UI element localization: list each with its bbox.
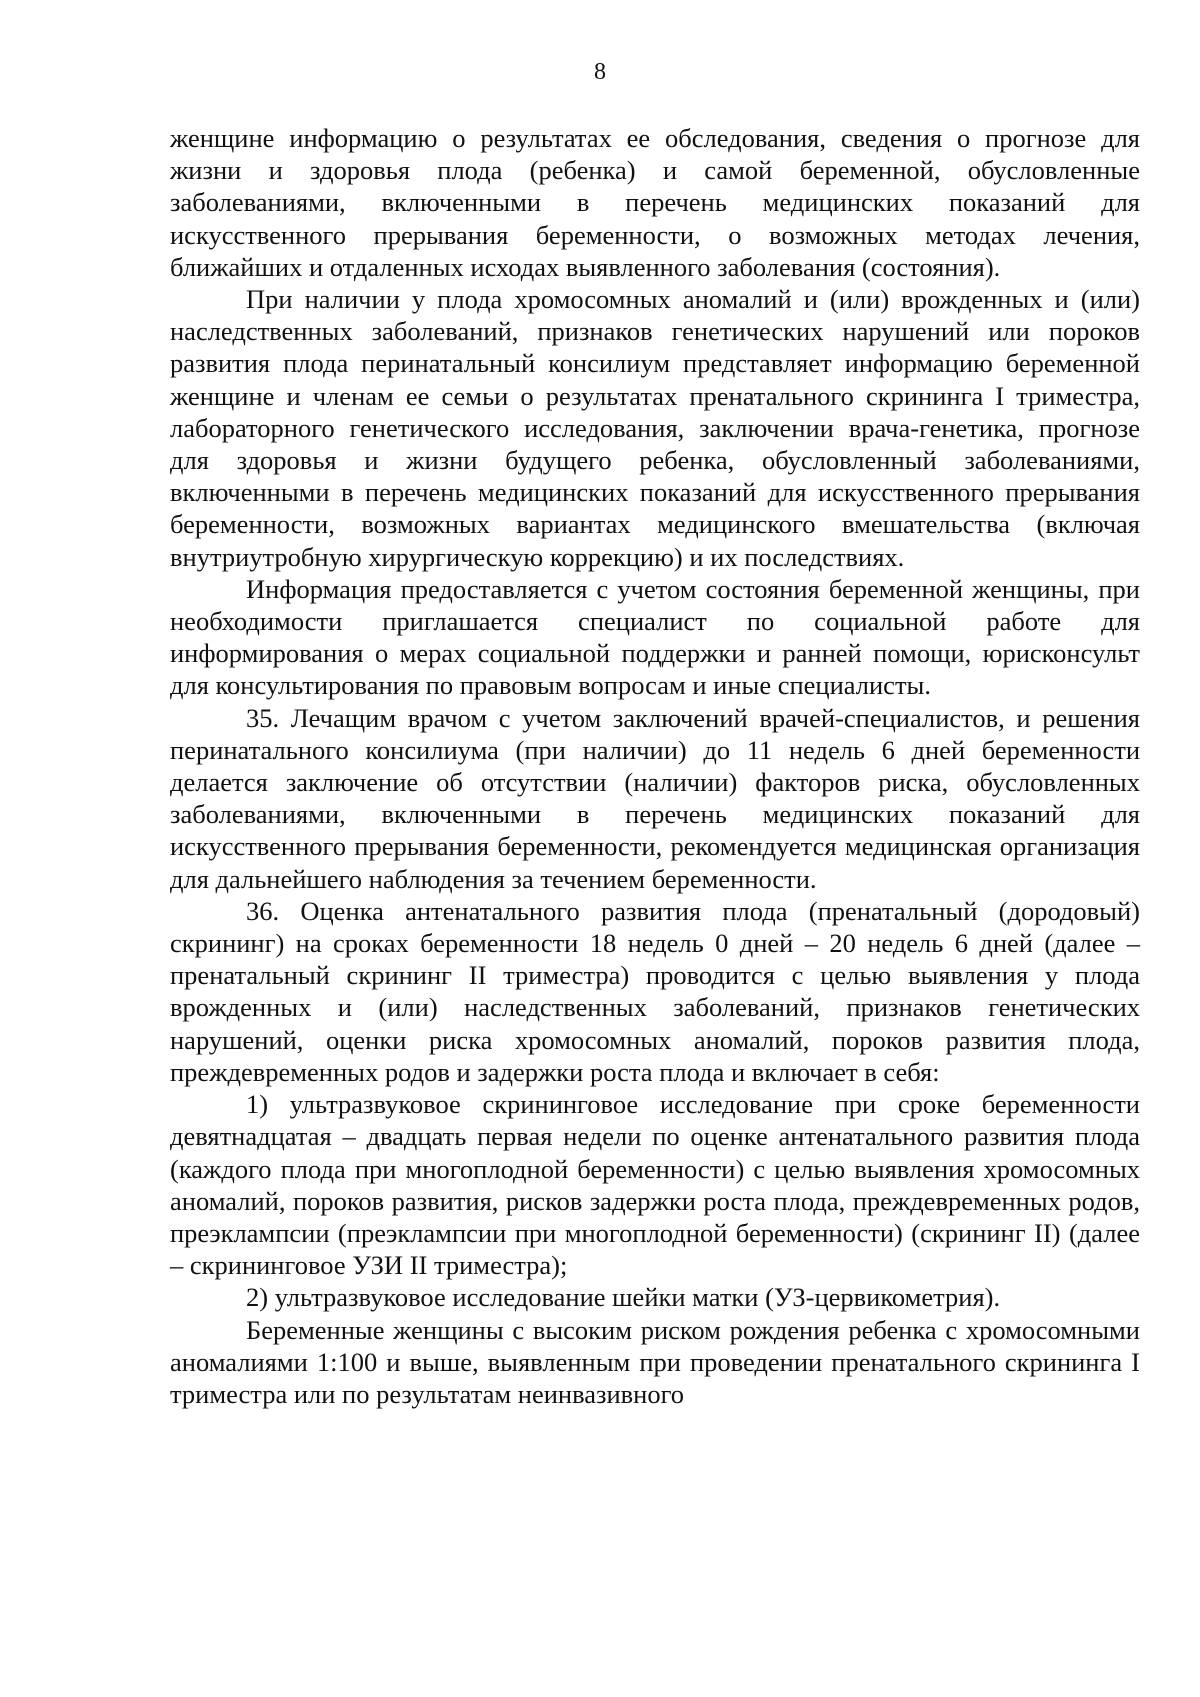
- paragraph-information-provided: Информация предоставляется с учетом состояния беременной женщины, при необходимости приглашается специалист по социальной работе для информирования о мерах социальной поддержки и ранней помощи, юрисконсульт для консультирования по правовым вопросам и иные специалисты.: [170, 573, 1140, 701]
- page-number: 8: [594, 59, 606, 85]
- document-body: [170, 122, 1140, 1410]
- paragraph-subitem-2: 2) ультразвуковое исследование шейки матки (УЗ-цервикометрия).: [246, 1282, 1001, 1313]
- paragraph-consilium-info: При наличии у плода хромосомных аномалий и (или) врожденных и (или) наследственных заболеваний, признаков генетических нарушений или пороков развития плода перинатальный консилиум представляет информацию беременной женщине и членам ее семьи о результатах пренатального скрининга I триместра, лабораторного генетического исследования, заключении врача-генетика, прогнозе для здоровья и жизни будущего ребенка, обусловленный заболеваниями, включенными в перечень медицинских показаний для искусственного прерывания беременности, возможных вариантах медицинского вмешательства (включая внутриутробную хирургическую коррекцию) и их последствиях.: [170, 284, 1140, 572]
- paragraph-item-36: 36. Оценка антенатального развития плода (пренатальный (дородовый) скрининг) на сроках беременности 18 недель 0 дней – 20 недель 6 дней (далее – пренатальный скрининг II триместра) проводится с целью выявления у плода врожденных и (или) наследственных заболеваний, признаков генетических нарушений, оценки риска хромосомных аномалий, пороков развития плода, преждевременных родов и задержки роста плода и включает в себя:: [170, 895, 1140, 1087]
- paragraph-item-35: 35. Лечащим врачом с учетом заключений врачей-специалистов, и решения перинатального консилиума (при наличии) до 11 недель 6 дней беременности делается заключение об отсутствии (наличии) факторов риска, обусловленных заболеваниями, включенными в перечень медицинских показаний для искусственного прерывания беременности, рекомендуется медицинская организация для дальнейшего наблюдения за течением беременности.: [170, 702, 1140, 894]
- paragraph-high-risk: Беременные женщины с высоким риском рождения ребенка с хромосомными аномалиями 1:100 и выше, выявленным при проведении пренатального скрининга I триместра или по результатам неинвазивного: [170, 1314, 1140, 1409]
- paragraph-continuation: женщине информацию о результатах ее обследования, сведения о прогнозе для жизни и здоровья плода (ребенка) и самой беременной, обусловленные заболеваниями, включенными в перечень медицинских показаний для искусственного прерывания беременности, о возможных методах лечения, ближайших и отдаленных исходах выявленного заболевания (состояния).: [170, 123, 1140, 282]
- paragraph-subitem-1: 1) ультразвуковое скрининговое исследование при сроке беременности девятнадцатая – двадцать первая недели по оценке антенатального развития плода (каждого плода при многоплодной беременности) с целью выявления хромосомных аномалий, пороков развития, рисков задержки роста плода, преждевременных родов, преэклампсии (преэклампсии при многоплодной беременности) (скрининг II) (далее – скрининговое УЗИ II триместра);: [170, 1089, 1140, 1281]
